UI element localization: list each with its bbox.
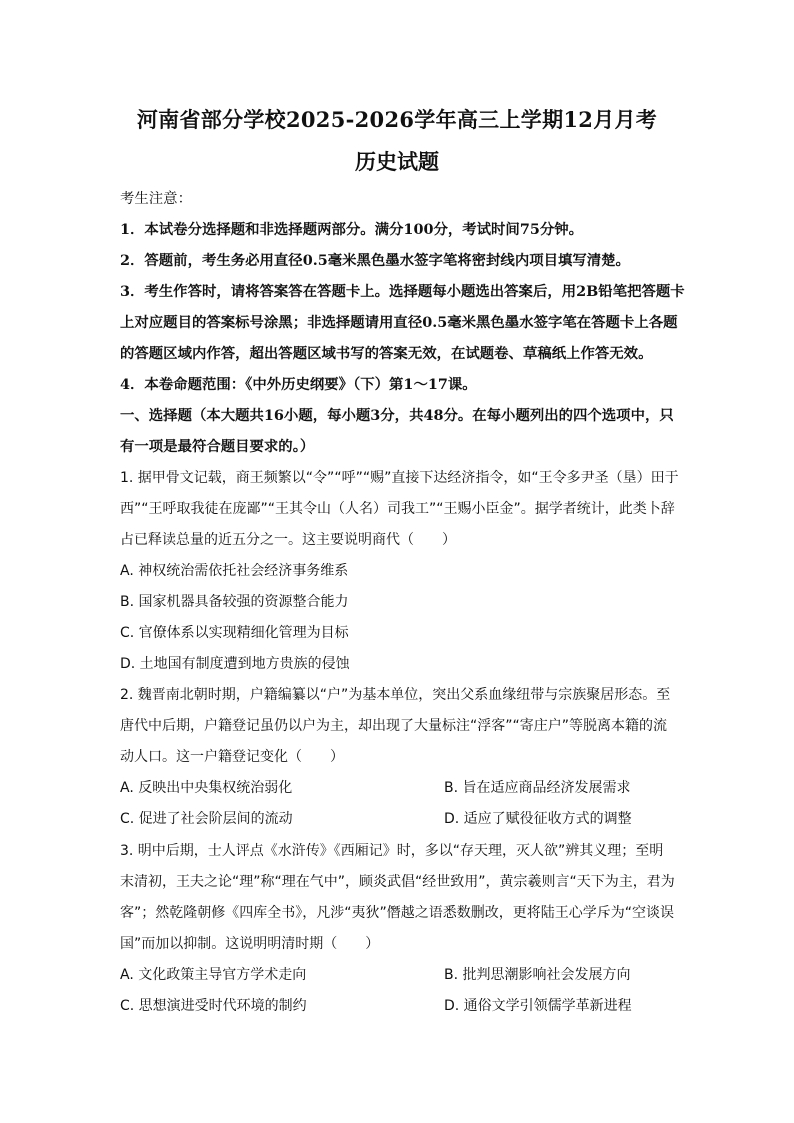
notice-item-2: 2．答题前，考生务必用直径0.5毫米黑色墨水签字笔将密封线内项目填写清楚。 (120, 252, 630, 269)
q2-option-a: A. 反映出中央集权统治弱化 (120, 780, 293, 796)
q3-stem-line-4: 国”而加以抑制。这说明明清时期（ ） (120, 936, 380, 952)
q1-stem-line-2: 西”“王呼取我徒在庞鄙”“王其令山（人名）司我工”“王赐小臣金”。据学者统计，此类卜辞 (120, 501, 675, 517)
q2-option-b: B. 旨在适应商品经济发展需求 (444, 780, 631, 796)
notice-item-1: 1．本试卷分选择题和非选择题两部分。满分100分，考试时间75分钟。 (120, 221, 584, 238)
q3-stem-line-1: 3. 明中后期，士人评点《水浒传》《西厢记》时，多以“存天理，灭人欲”辨其义理；至明 (120, 843, 664, 859)
q1-stem-line-1: 1. 据甲骨文记载，商王频繁以“令”“呼”“赐”直接下达经济指令，如“王令多尹圣（垦）田于 (120, 470, 679, 486)
section-heading-line-1: 一、选择题（本大题共16小题，每小题3分，共48分。在每小题列出的四个选项中，只 (120, 407, 674, 424)
q3-option-a: A. 文化政策主导官方学术走向 (120, 967, 307, 983)
subject-title: 历史试题 (355, 149, 439, 174)
notice-item-4: 4．本卷命题范围：《中外历史纲要》（下）第1～17课。 (120, 376, 477, 393)
q3-option-b: B. 批判思潮影响社会发展方向 (444, 967, 631, 983)
notice-item-3-line-2: 上对应题目的答案标号涂黑；非选择题请用直径0.5毫米黑色墨水签字笔在答题卡上各题 (120, 314, 678, 331)
q3-option-d: D. 通俗文学引领儒学革新进程 (444, 998, 632, 1014)
exam-title: 河南省部分学校2025-2026学年高三上学期12月月考 (136, 107, 658, 132)
section-heading-line-2: 有一项是最符合题目要求的。） (120, 438, 315, 455)
q1-option-b: B. 国家机器具备较强的资源整合能力 (120, 594, 349, 610)
q3-stem-line-3: 客”；然乾隆朝修《四库全书》，凡涉“夷狄”僭越之语悉数删改，更将陆王心学斥为“空谈误 (120, 905, 675, 921)
q1-stem-line-3: 占已释读总量的近五分之一。这主要说明商代（ ） (120, 532, 456, 548)
q1-option-d: D. 土地国有制度遭到地方贵族的侵蚀 (120, 656, 350, 672)
q1-option-c: C. 官僚体系以实现精细化管理为目标 (120, 625, 349, 641)
q2-stem-line-1: 2. 魏晋南北朝时期，户籍编纂以“户”为基本单位，突出父系血缘纽带与宗族聚居形态。至 (120, 687, 671, 703)
q2-option-d: D. 适应了赋役征收方式的调整 (444, 811, 632, 827)
q1-option-a: A. 神权统治需依托社会经济事务维系 (120, 563, 349, 579)
q2-stem-line-2: 唐代中后期，户籍登记虽仍以户为主，却出现了大量标注“浮客”“寄庄户”等脱离本籍的流 (120, 718, 668, 734)
q2-stem-line-3: 动人口。这一户籍登记变化（ ） (120, 749, 344, 765)
notice-heading: 考生注意： (120, 191, 192, 207)
notice-item-3-line-3: 的答题区域内作答，超出答题区域书写的答案无效，在试题卷、草稿纸上作答无效。 (120, 345, 653, 362)
q2-option-c: C. 促进了社会阶层间的流动 (120, 811, 293, 827)
notice-item-3-line-1: 3．考生作答时，请将答案答在答题卡上。选择题每小题选出答案后，用2B铅笔把答题卡 (120, 283, 685, 300)
q3-stem-line-2: 末清初，王夫之论“理”称“理在气中”，顾炎武倡“经世致用”，黄宗羲则言“天下为主，君为 (120, 874, 675, 890)
q3-option-c: C. 思想演进受时代环境的制约 (120, 998, 307, 1014)
